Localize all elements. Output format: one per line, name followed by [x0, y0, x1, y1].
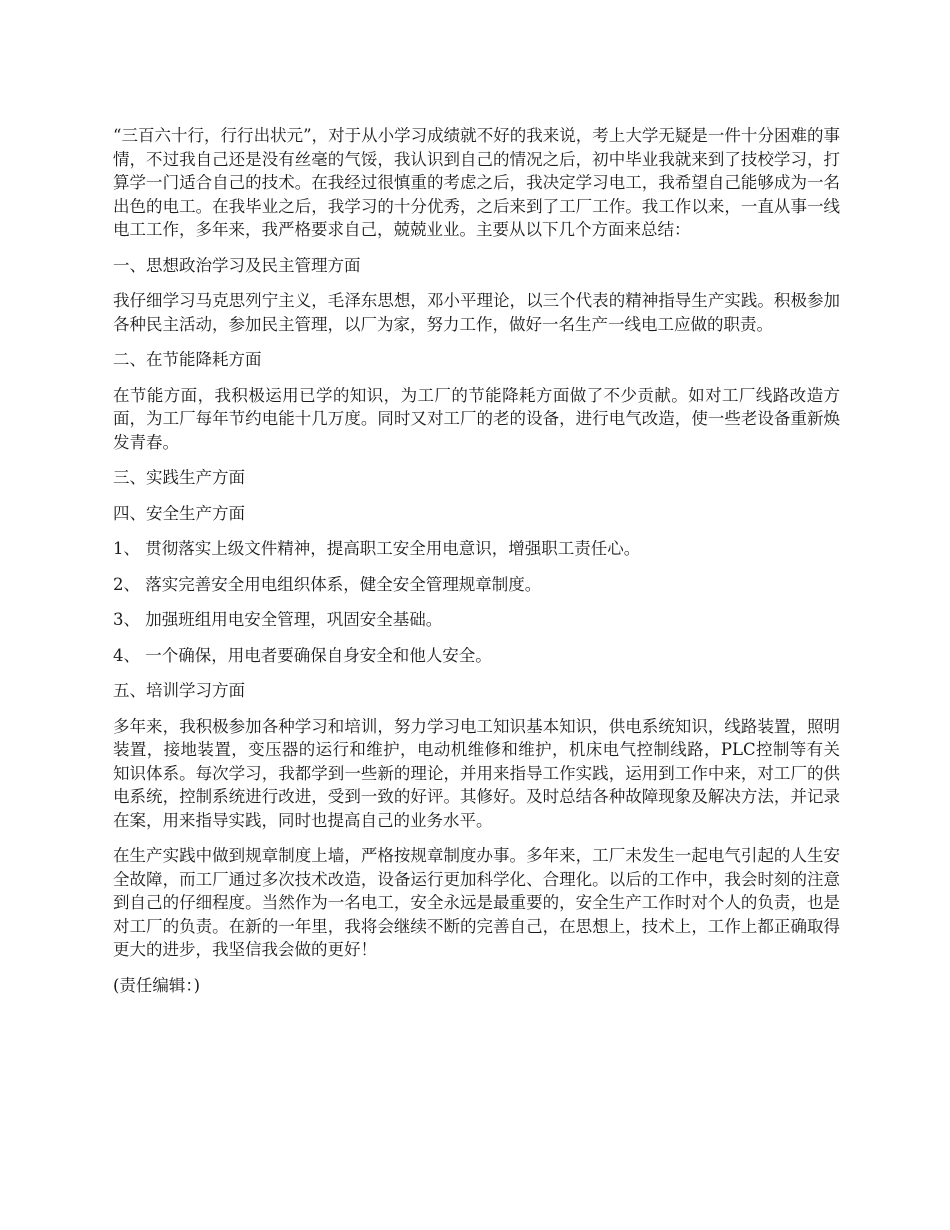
safety-list-item-2: 2、 落实完善安全用电组织体系，健全安全管理规章制度。 — [113, 574, 542, 594]
safety-list-item-4: 4、 一个确保，用电者要确保自身安全和他人安全。 — [113, 645, 492, 665]
section-heading-energy: 二、在节能降耗方面 — [113, 350, 262, 369]
section-body-training: 多年来，我积极参加各种学习和培训，努力学习电工知识基本知识，供电系统知识，线路装置，照明装置，接地装置，变压器的运行和维护，电动机维修和维护，机床电气控制线路，PLC控制等有关知识体系。每次学习，我都学到一些新的理论，并用来指导工作实践，运用到工作中来，对工厂的供电系统，控制系统进行改进，受到一致的好评。其修好。及时总结各种故障现象及解决方法，并记录在案，用来指导实践，同时也提高自己的业务水平。 — [113, 716, 840, 830]
safety-list-item-3: 3、 加强班组用电安全管理，巩固安全基础。 — [113, 610, 443, 629]
section-body-energy: 在节能方面，我积极运用已学的知识，为工厂的节能降耗方面做了不少贡献。如对工厂线路改造方面，为工厂每年节约电能十几万度。同时又对工厂的老的设备，进行电气改造，使一些老设备重新焕发青春。 — [113, 385, 840, 452]
editor-note: (责任编辑：) — [113, 975, 201, 995]
section-heading-politics: 一、思想政治学习及民主管理方面 — [113, 255, 361, 275]
section-heading-training: 五、培训学习方面 — [113, 681, 245, 700]
section-body-politics: 我仔细学习马克思列宁主义，毛泽东思想，邓小平理论，以三个代表的精神指导生产实践。积极参加各种民主活动，参加民主管理，以厂为家，努力工作，做好一名生产一线电工应做的职责。 — [113, 291, 840, 334]
section-heading-practice: 三、实践生产方面 — [113, 468, 245, 487]
closing-paragraph: 在生产实践中做到规章制度上墙，严格按规章制度办事。多年来，工厂未发生一起电气引起的人生安全故障，而工厂通过多次技术改造，设备运行更加科学化、合理化。以后的工作中，我会时刻的注意到自己的仔细程度。当然作为一名电工，安全永远是最重要的，安全生产工作时对个人的负责，也是对工厂的负责。在新的一年里，我将会继续不断的完善自己，在思想上，技术上，工作上都正确取得更大的进步，我坚信我会做的更好！ — [113, 846, 840, 959]
document-body — [113, 124, 840, 1009]
section-heading-safety: 四、安全生产方面 — [113, 503, 245, 523]
intro-paragraph: “三百六十行，行行出状元”，对于从小学习成绩就不好的我来说，考上大学无疑是一件十分困难的事情，不过我自己还是没有丝毫的气馁，我认识到自己的情况之后，初中毕业我就来到了技校学习，打算学一门适合自己的技术。在我经过很慎重的考虑之后，我决定学习电工，我希望自己能够成为一名出色的电工。在我毕业之后，我学习的十分优秀，之后来到了工厂工作。我工作以来，一直从事一线电工工作，多年来，我严格要求自己，兢兢业业。主要从以下几个方面来总结： — [113, 126, 840, 239]
safety-list-item-1: 1、 贯彻落实上级文件精神，提高职工安全用电意识，增强职工责任心。 — [113, 539, 641, 558]
